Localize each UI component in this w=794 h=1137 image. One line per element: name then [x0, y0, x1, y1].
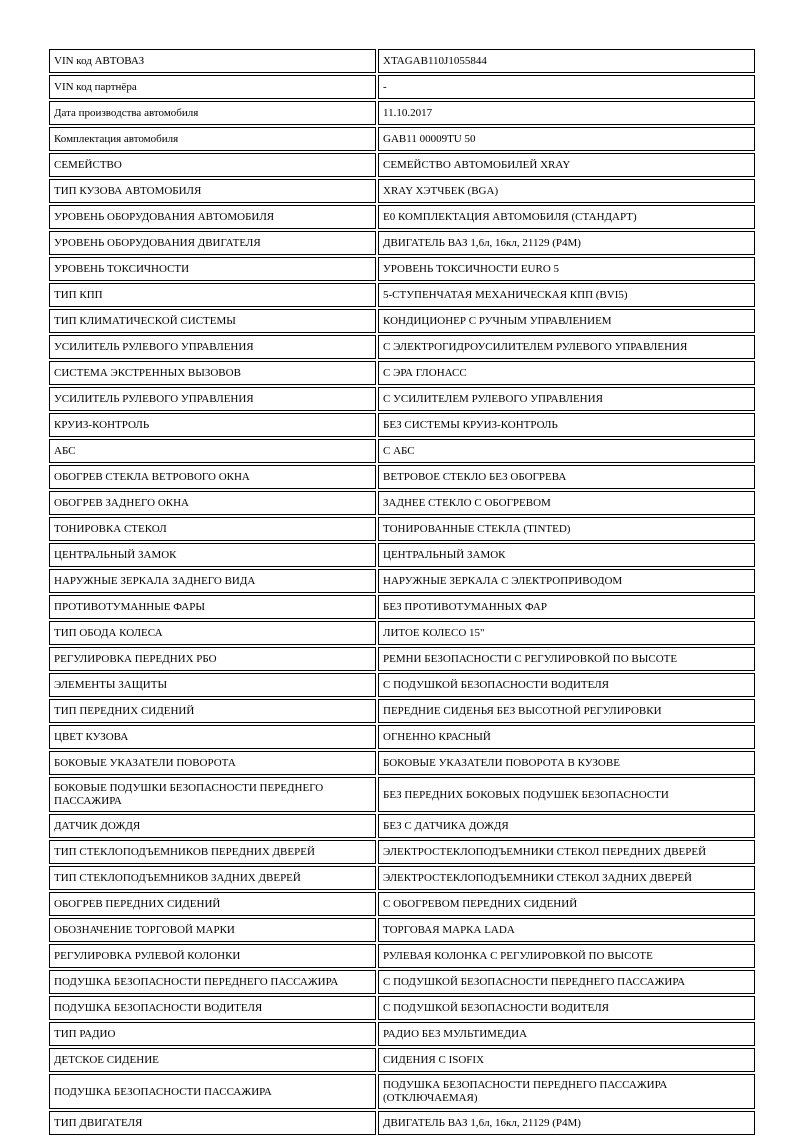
- property-name-cell: ОБОГРЕВ СТЕКЛА ВЕТРОВОГО ОКНА: [49, 465, 376, 489]
- table-row: [49, 673, 755, 697]
- property-value-cell: КОНДИЦИОНЕР С РУЧНЫМ УПРАВЛЕНИЕМ: [378, 309, 755, 333]
- property-value-cell: С ПОДУШКОЙ БЕЗОПАСНОСТИ ВОДИТЕЛЯ: [378, 996, 755, 1020]
- property-value-cell: БЕЗ СИСТЕМЫ КРУИЗ-КОНТРОЛЬ: [378, 413, 755, 437]
- property-value-cell: XTAGAB110J1055844: [378, 49, 755, 73]
- property-value-cell: С УСИЛИТЕЛЕМ РУЛЕВОГО УПРАВЛЕНИЯ: [378, 387, 755, 411]
- property-value-cell: ПЕРЕДНИЕ СИДЕНЬЯ БЕЗ ВЫСОТНОЙ РЕГУЛИРОВКИ: [378, 699, 755, 723]
- property-value-cell: ДВИГАТЕЛЬ ВАЗ 1,6л, 16кл, 21129 (P4M): [378, 231, 755, 255]
- table-row: [49, 75, 755, 99]
- property-value-cell: E0 КОМПЛЕКТАЦИЯ АВТОМОБИЛЯ (СТАНДАРТ): [378, 205, 755, 229]
- property-name-cell: ТИП КЛИМАТИЧЕСКОЙ СИСТЕМЫ: [49, 309, 376, 333]
- property-value-cell: УРОВЕНЬ ТОКСИЧНОСТИ EURO 5: [378, 257, 755, 281]
- property-name-cell: ТИП КУЗОВА АВТОМОБИЛЯ: [49, 179, 376, 203]
- property-name-cell: ОБОГРЕВ ПЕРЕДНИХ СИДЕНИЙ: [49, 892, 376, 916]
- property-name-cell: ЦВЕТ КУЗОВА: [49, 725, 376, 749]
- property-name-cell: БОКОВЫЕ УКАЗАТЕЛИ ПОВОРОТА: [49, 751, 376, 775]
- property-name-cell: Дата производства автомобиля: [49, 101, 376, 125]
- property-value-cell: НАРУЖНЫЕ ЗЕРКАЛА С ЭЛЕКТРОПРИВОДОМ: [378, 569, 755, 593]
- property-name-cell: УРОВЕНЬ ОБОРУДОВАНИЯ ДВИГАТЕЛЯ: [49, 231, 376, 255]
- table-row: [49, 777, 755, 812]
- table-row: [49, 1048, 755, 1072]
- property-name-cell: НАРУЖНЫЕ ЗЕРКАЛА ЗАДНЕГО ВИДА: [49, 569, 376, 593]
- property-value-cell: ЦЕНТРАЛЬНЫЙ ЗАМОК: [378, 543, 755, 567]
- table-row: [49, 543, 755, 567]
- property-value-cell: РУЛЕВАЯ КОЛОНКА С РЕГУЛИРОВКОЙ ПО ВЫСОТЕ: [378, 944, 755, 968]
- property-value-cell: GAB11 00009TU 50: [378, 127, 755, 151]
- table-row: [49, 205, 755, 229]
- property-name-cell: АБС: [49, 439, 376, 463]
- table-row: [49, 621, 755, 645]
- property-name-cell: ПОДУШКА БЕЗОПАСНОСТИ ПЕРЕДНЕГО ПАССАЖИРА: [49, 970, 376, 994]
- property-name-cell: ЭЛЕМЕНТЫ ЗАЩИТЫ: [49, 673, 376, 697]
- property-value-cell: РЕМНИ БЕЗОПАСНОСТИ С РЕГУЛИРОВКОЙ ПО ВЫСОТЕ: [378, 647, 755, 671]
- property-name-cell: ПРОТИВОТУМАННЫЕ ФАРЫ: [49, 595, 376, 619]
- property-name-cell: VIN код партнёра: [49, 75, 376, 99]
- table-row: [49, 970, 755, 994]
- property-name-cell: ТИП КПП: [49, 283, 376, 307]
- property-name-cell: УРОВЕНЬ ТОКСИЧНОСТИ: [49, 257, 376, 281]
- property-name-cell: РЕГУЛИРОВКА ПЕРЕДНИХ РБО: [49, 647, 376, 671]
- table-row: [49, 127, 755, 151]
- property-value-cell: XRAY ХЭТЧБЕК (BGA): [378, 179, 755, 203]
- property-value-cell: С ОБОГРЕВОМ ПЕРЕДНИХ СИДЕНИЙ: [378, 892, 755, 916]
- property-name-cell: ПОДУШКА БЕЗОПАСНОСТИ ВОДИТЕЛЯ: [49, 996, 376, 1020]
- property-value-cell: С ПОДУШКОЙ БЕЗОПАСНОСТИ ПЕРЕДНЕГО ПАССАЖИРА: [378, 970, 755, 994]
- property-value-cell: ВЕТРОВОЕ СТЕКЛО БЕЗ ОБОГРЕВА: [378, 465, 755, 489]
- property-name-cell: ОБОГРЕВ ЗАДНЕГО ОКНА: [49, 491, 376, 515]
- table-row: [49, 918, 755, 942]
- property-name-cell: ТИП ДВИГАТЕЛЯ: [49, 1111, 376, 1135]
- table-row: [49, 413, 755, 437]
- property-value-cell: С ЭРА ГЛОНАСС: [378, 361, 755, 385]
- property-value-cell: 11.10.2017: [378, 101, 755, 125]
- table-row: [49, 892, 755, 916]
- property-value-cell: ДВИГАТЕЛЬ ВАЗ 1,6л, 16кл, 21129 (P4M): [378, 1111, 755, 1135]
- property-name-cell: ТИП СТЕКЛОПОДЪЕМНИКОВ ЗАДНИХ ДВЕРЕЙ: [49, 866, 376, 890]
- property-name-cell: СЕМЕЙСТВО: [49, 153, 376, 177]
- property-value-cell: БЕЗ ПРОТИВОТУМАННЫХ ФАР: [378, 595, 755, 619]
- property-name-cell: ДЕТСКОЕ СИДЕНИЕ: [49, 1048, 376, 1072]
- property-value-cell: БЕЗ ПЕРЕДНИХ БОКОВЫХ ПОДУШЕК БЕЗОПАСНОСТИ: [378, 777, 755, 812]
- table-row: [49, 179, 755, 203]
- property-name-cell: УСИЛИТЕЛЬ РУЛЕВОГО УПРАВЛЕНИЯ: [49, 335, 376, 359]
- table-row: [49, 1074, 755, 1109]
- property-name-cell: ТИП РАДИО: [49, 1022, 376, 1046]
- property-name-cell: БОКОВЫЕ ПОДУШКИ БЕЗОПАСНОСТИ ПЕРЕДНЕГО ПАССАЖИРА: [49, 777, 376, 812]
- table-row: [49, 725, 755, 749]
- vehicle-spec-table: [47, 47, 757, 1137]
- property-name-cell: РЕГУЛИРОВКА РУЛЕВОЙ КОЛОНКИ: [49, 944, 376, 968]
- table-row: [49, 866, 755, 890]
- property-value-cell: -: [378, 75, 755, 99]
- table-row: [49, 439, 755, 463]
- table-row: [49, 361, 755, 385]
- property-value-cell: С ЭЛЕКТРОГИДРОУСИЛИТЕЛЕМ РУЛЕВОГО УПРАВЛЕНИЯ: [378, 335, 755, 359]
- property-name-cell: ТИП СТЕКЛОПОДЪЕМНИКОВ ПЕРЕДНИХ ДВЕРЕЙ: [49, 840, 376, 864]
- property-name-cell: ОБОЗНАЧЕНИЕ ТОРГОВОЙ МАРКИ: [49, 918, 376, 942]
- table-row: [49, 231, 755, 255]
- property-value-cell: ЛИТОЕ КОЛЕСО 15": [378, 621, 755, 645]
- table-row: [49, 647, 755, 671]
- table-row: [49, 595, 755, 619]
- property-name-cell: ПОДУШКА БЕЗОПАСНОСТИ ПАССАЖИРА: [49, 1074, 376, 1109]
- table-row: [49, 283, 755, 307]
- property-name-cell: ДАТЧИК ДОЖДЯ: [49, 814, 376, 838]
- property-value-cell: БОКОВЫЕ УКАЗАТЕЛИ ПОВОРОТА В КУЗОВЕ: [378, 751, 755, 775]
- table-row: [49, 387, 755, 411]
- property-value-cell: С АБС: [378, 439, 755, 463]
- property-value-cell: 5-СТУПЕНЧАТАЯ МЕХАНИЧЕСКАЯ КПП (BVI5): [378, 283, 755, 307]
- property-value-cell: ПОДУШКА БЕЗОПАСНОСТИ ПЕРЕДНЕГО ПАССАЖИРА (ОТКЛЮЧАЕМАЯ): [378, 1074, 755, 1109]
- property-name-cell: ТИП ОБОДА КОЛЕСА: [49, 621, 376, 645]
- property-value-cell: СЕМЕЙСТВО АВТОМОБИЛЕЙ XRAY: [378, 153, 755, 177]
- table-row: [49, 840, 755, 864]
- table-row: [49, 101, 755, 125]
- property-value-cell: ТОРГОВАЯ МАРКА LADA: [378, 918, 755, 942]
- table-row: [49, 309, 755, 333]
- table-row: [49, 699, 755, 723]
- table-row: [49, 465, 755, 489]
- property-value-cell: ЭЛЕКТРОСТЕКЛОПОДЪЕМНИКИ СТЕКОЛ ПЕРЕДНИХ ДВЕРЕЙ: [378, 840, 755, 864]
- table-row: [49, 153, 755, 177]
- table-row: [49, 944, 755, 968]
- property-name-cell: КРУИЗ-КОНТРОЛЬ: [49, 413, 376, 437]
- table-row: [49, 491, 755, 515]
- table-row: [49, 335, 755, 359]
- vehicle-spec-table-body: [49, 49, 755, 1135]
- property-value-cell: СИДЕНИЯ С ISOFIX: [378, 1048, 755, 1072]
- table-row: [49, 751, 755, 775]
- table-row: [49, 1022, 755, 1046]
- property-name-cell: УРОВЕНЬ ОБОРУДОВАНИЯ АВТОМОБИЛЯ: [49, 205, 376, 229]
- table-row: [49, 814, 755, 838]
- property-value-cell: РАДИО БЕЗ МУЛЬТИМЕДИА: [378, 1022, 755, 1046]
- property-value-cell: С ПОДУШКОЙ БЕЗОПАСНОСТИ ВОДИТЕЛЯ: [378, 673, 755, 697]
- property-name-cell: СИСТЕМА ЭКСТРЕННЫХ ВЫЗОВОВ: [49, 361, 376, 385]
- property-name-cell: ТОНИРОВКА СТЕКОЛ: [49, 517, 376, 541]
- property-value-cell: ОГНЕННО КРАСНЫЙ: [378, 725, 755, 749]
- property-name-cell: Комплектация автомобиля: [49, 127, 376, 151]
- property-value-cell: ТОНИРОВАННЫЕ СТЕКЛА (TINTED): [378, 517, 755, 541]
- property-name-cell: VIN код АВТОВАЗ: [49, 49, 376, 73]
- property-value-cell: БЕЗ С ДАТЧИКА ДОЖДЯ: [378, 814, 755, 838]
- table-row: [49, 569, 755, 593]
- property-name-cell: ЦЕНТРАЛЬНЫЙ ЗАМОК: [49, 543, 376, 567]
- property-name-cell: УСИЛИТЕЛЬ РУЛЕВОГО УПРАВЛЕНИЯ: [49, 387, 376, 411]
- property-value-cell: ЗАДНЕЕ СТЕКЛО С ОБОГРЕВОМ: [378, 491, 755, 515]
- table-row: [49, 257, 755, 281]
- table-row: [49, 996, 755, 1020]
- property-name-cell: ТИП ПЕРЕДНИХ СИДЕНИЙ: [49, 699, 376, 723]
- table-row: [49, 49, 755, 73]
- table-row: [49, 1111, 755, 1135]
- table-row: [49, 517, 755, 541]
- property-value-cell: ЭЛЕКТРОСТЕКЛОПОДЪЕМНИКИ СТЕКОЛ ЗАДНИХ ДВЕРЕЙ: [378, 866, 755, 890]
